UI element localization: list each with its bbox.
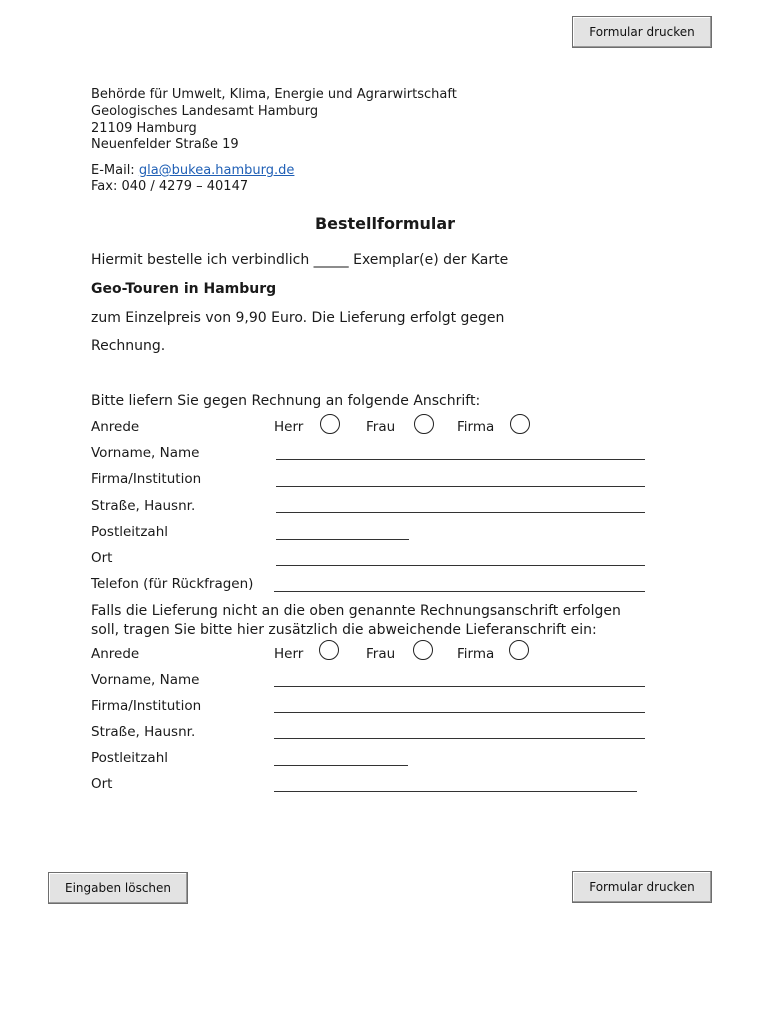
delivery-zip-field[interactable] [274, 765, 408, 766]
delivery-name-label: Vorname, Name [91, 672, 200, 688]
billing-phone-field[interactable] [274, 591, 645, 592]
billing-street-label: Straße, Hausnr. [91, 498, 196, 514]
delivery-firma-label: Firma [457, 646, 495, 662]
price-text: zum Einzelpreis von 9,90 Euro. Die Lieferung erfolgt gegen [91, 310, 505, 326]
delivery-city-label: Ort [91, 776, 113, 792]
authority-name: Behörde für Umwelt, Klima, Energie und Agrarwirtschaft [91, 87, 457, 102]
page-title: Bestellformular [314, 214, 456, 233]
billing-street-field[interactable] [276, 512, 645, 513]
delivery-firma-radio[interactable] [509, 640, 529, 660]
delivery-herr-radio[interactable] [319, 640, 339, 660]
postal-city: 21109 Hamburg [91, 121, 197, 136]
email-line [91, 162, 294, 179]
billing-zip-label: Postleitzahl [91, 524, 169, 540]
delivery-salutation-label: Anrede [91, 646, 140, 662]
billing-intro: Bitte liefern Sie gegen Rechnung an folgende Anschrift: [91, 393, 481, 409]
order-text: Hiermit bestelle ich verbindlich _____ Exemplar(e) der Karte [91, 252, 509, 268]
email-label: E-Mail: [91, 163, 139, 178]
delivery-intro-line1: Falls die Lieferung nicht an die oben genannte Rechnungsanschrift erfolgen [91, 603, 621, 619]
billing-company-field[interactable] [276, 486, 645, 487]
delivery-intro-line2: soll, tragen Sie bitte hier zusätzlich die abweichende Lieferanschrift ein: [91, 622, 597, 638]
print-form-button-top[interactable]: Formular drucken [572, 16, 712, 48]
delivery-frau-radio[interactable] [413, 640, 433, 660]
delivery-street-field[interactable] [274, 738, 645, 739]
billing-firma-label: Firma [457, 419, 495, 435]
billing-frau-radio[interactable] [414, 414, 434, 434]
delivery-name-field[interactable] [274, 686, 645, 687]
billing-herr-label: Herr [274, 419, 304, 435]
billing-salutation-label: Anrede [91, 419, 140, 435]
print-form-button-bottom[interactable]: Formular drucken [572, 871, 712, 903]
billing-name-label: Vorname, Name [91, 445, 200, 461]
billing-city-label: Ort [91, 550, 113, 566]
billing-city-field[interactable] [276, 565, 645, 566]
street-address: Neuenfelder Straße 19 [91, 137, 239, 152]
billing-phone-label: Telefon (für Rückfragen) [91, 576, 254, 592]
billing-frau-label: Frau [366, 419, 396, 435]
delivery-frau-label: Frau [366, 646, 396, 662]
delivery-zip-label: Postleitzahl [91, 750, 169, 766]
billing-name-field[interactable] [276, 459, 645, 460]
billing-firma-radio[interactable] [510, 414, 530, 434]
office-name: Geologisches Landesamt Hamburg [91, 104, 319, 119]
map-title: Geo-Touren in Hamburg [91, 281, 277, 297]
invoice-text: Rechnung. [91, 338, 166, 354]
fax-line: Fax: 040 / 4279 – 40147 [91, 179, 249, 194]
delivery-city-field[interactable] [274, 791, 637, 792]
billing-company-label: Firma/Institution [91, 471, 202, 487]
clear-form-button[interactable]: Eingaben löschen [48, 872, 188, 904]
delivery-herr-label: Herr [274, 646, 304, 662]
billing-zip-field[interactable] [276, 539, 409, 540]
delivery-street-label: Straße, Hausnr. [91, 724, 196, 740]
delivery-company-label: Firma/Institution [91, 698, 202, 714]
email-link[interactable]: gla@bukea.hamburg.de [138, 163, 295, 178]
delivery-company-field[interactable] [274, 712, 645, 713]
billing-herr-radio[interactable] [320, 414, 340, 434]
